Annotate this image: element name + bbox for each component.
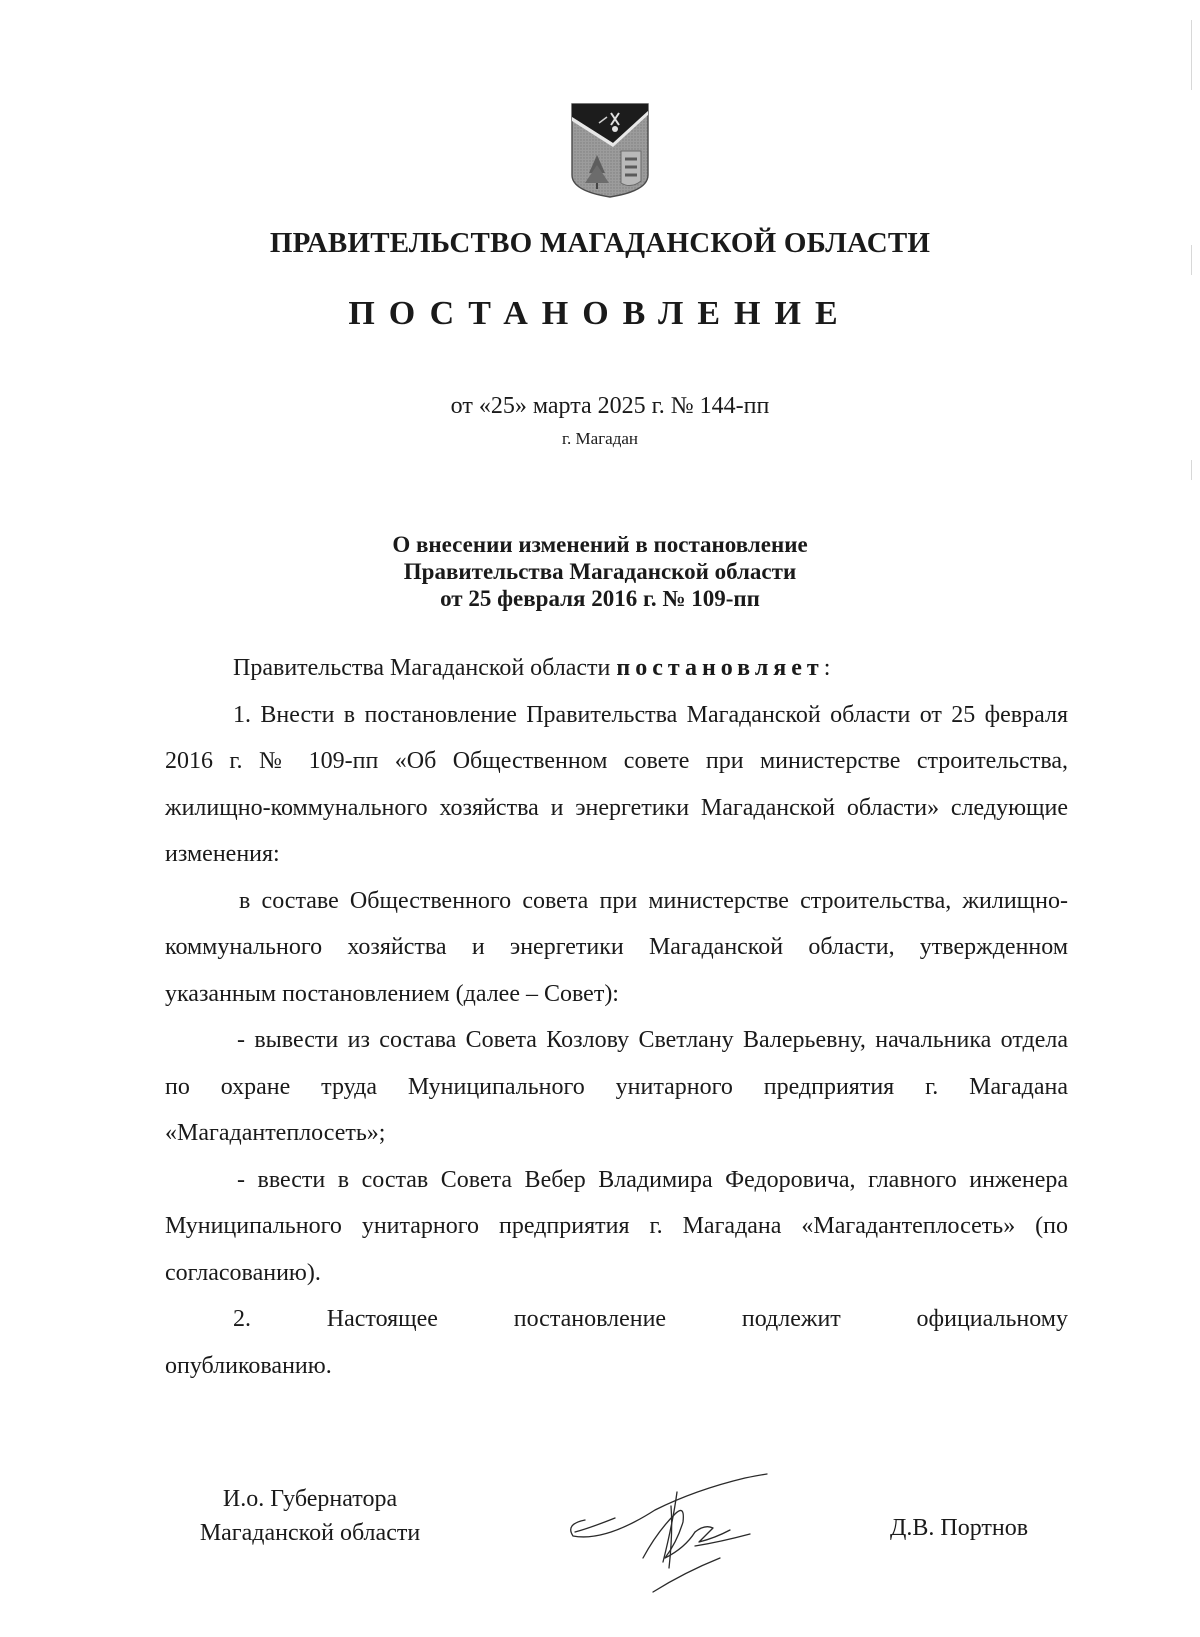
preamble-paragraph — [165, 645, 1068, 692]
scan-edge-mark — [1191, 460, 1192, 480]
item-1-remove-member-paragraph: - вывести из состава Совета Козлову Светлану Валерьевну, начальника отдела по охране труда Муниципального унитарного предприятия г. Магадана «Магадантеплосеть»; — [165, 1027, 1068, 1146]
document-type: ПОСТАНОВЛЕНИЕ — [348, 295, 852, 332]
document-subject — [0, 531, 1200, 612]
subject-line: О внесении изменений в постановление — [392, 532, 808, 557]
signatory-position-line: И.о. Губернатора — [222, 1486, 398, 1512]
preamble-text: Правительства Магаданской области — [233, 655, 617, 681]
handwritten-signature — [545, 1462, 805, 1602]
signatory-name: Д.В. Портнов — [890, 1515, 1029, 1541]
signatory-position — [175, 1482, 445, 1550]
item-1-intro-paragraph: в составе Общественного совета при министерстве строительства, жилищно-коммунального хозяйства и энергетики Магаданской области, утвержденном указанным постановлением (далее – Совет): — [165, 887, 1068, 1007]
subject-line: Правительства Магаданской области — [403, 559, 797, 584]
organization-title: ПРАВИТЕЛЬСТВО МАГАДАНСКОЙ ОБЛАСТИ — [269, 227, 931, 259]
subject-line: от 25 февраля 2016 г. № 109-пп — [440, 586, 760, 611]
signatory-position-line: Магаданской области — [199, 1520, 421, 1546]
document-date-number: от «25» марта 2025 г. № 144-пп — [450, 393, 770, 419]
item-2-paragraph-line: 2. Настоящее постановление подлежит официальному — [233, 1306, 1068, 1332]
item-1-add-member-paragraph: - ввести в состав Совета Вебер Владимира Федоровича, главного инженера Муниципального унитарного предприятия г. Магадана «Магадантеплосеть» (по согласованию). — [165, 1166, 1068, 1286]
preamble-suffix: : — [823, 655, 831, 681]
scan-edge-mark — [1191, 20, 1192, 90]
item-2-paragraph-end: опубликованию. — [165, 1352, 332, 1379]
coat-of-arms-icon — [571, 103, 649, 198]
item-1-paragraph: 1. Внести в постановление Правительства Магаданской области от 25 февраля 2016 г. № 109-пп «Об Общественном совете при министерстве строительства, жилищно-коммунального хозяйства и энергетики Магаданской области» следующие изменения: — [165, 701, 1068, 867]
document-city: г. Магадан — [561, 429, 639, 448]
document-body — [165, 645, 1068, 1389]
preamble-keyword: постановляет — [616, 655, 824, 681]
